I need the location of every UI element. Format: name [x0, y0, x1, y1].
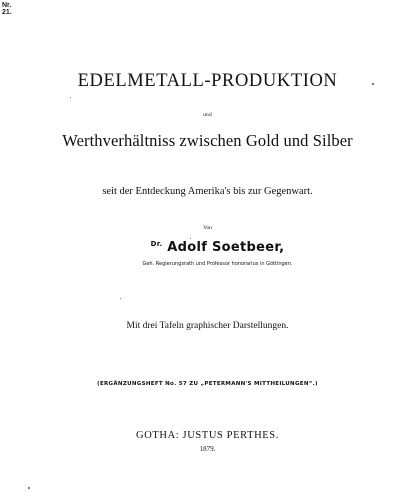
period-text: seit der Entdeckung Amerika's bis zur Gegenwart. — [102, 186, 313, 197]
supplement-note: (ERGÄNZUNGSHEFT No. 57 ZU „PETERMANN'S MITTHEILUNGEN“.) — [97, 381, 318, 387]
plates-note: Mit drei Tafeln graphischer Darstellungen. — [126, 321, 289, 331]
library-mark — [2, 2, 12, 17]
by-text: Von — [203, 225, 212, 231]
author-name: Adolf Soetbeer, — [167, 240, 285, 255]
paper-speck — [120, 298, 121, 299]
paper-speck — [70, 97, 71, 98]
author-role: Geh. Regierungsrath und Professor honorarius in Göttingen. — [142, 261, 293, 267]
book-title: EDELMETALL-PRODUKTION — [77, 71, 338, 91]
publisher-line: GOTHA: JUSTUS PERTHES. — [136, 430, 279, 441]
book-subtitle: Werthverhältniss zwischen Gold und Silber — [62, 131, 353, 150]
library-mark-line-1: Nr. — [2, 2, 12, 9]
publication-year: 1879. — [199, 445, 216, 453]
paper-speck — [28, 487, 30, 489]
conjunction-text: und — [203, 112, 212, 118]
library-mark-line-2: 21. — [2, 9, 12, 17]
paper-speck — [190, 238, 191, 239]
paper-speck — [372, 83, 374, 85]
author-prefix: Dr. — [150, 240, 163, 248]
author-line — [10, 241, 415, 254]
